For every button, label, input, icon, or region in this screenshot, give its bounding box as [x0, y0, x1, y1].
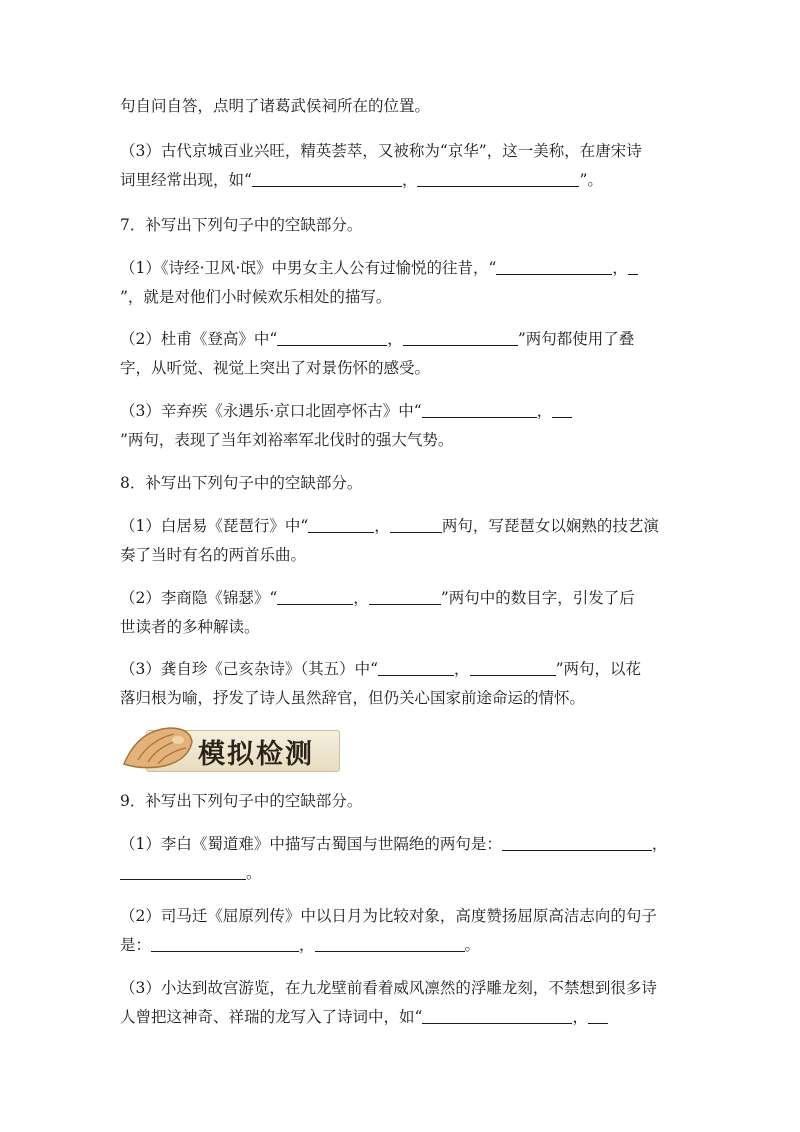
question-9-2-line-1 — [120, 904, 657, 928]
answer-blank[interactable] — [470, 659, 556, 676]
question-8-2-line-2 — [120, 615, 260, 639]
punctuation: ， — [401, 171, 418, 189]
question-9-2-line-2 — [120, 933, 480, 957]
question-9-3-line-2 — [120, 1005, 608, 1029]
answer-blank[interactable] — [628, 258, 638, 275]
paragraph-text: （2）杜甫《登高》中“ — [120, 330, 278, 348]
paragraph-text: 两句，写琵琶女以娴熟的技艺演 — [441, 517, 659, 535]
paragraph-text: ”，就是对他们小时候欢乐相处的描写。 — [120, 288, 392, 306]
paragraph-text: 世读者的多种解读。 — [120, 618, 260, 636]
question-7-heading — [120, 213, 362, 237]
answer-blank[interactable] — [390, 516, 442, 533]
question-9-1-line-1 — [120, 832, 667, 856]
question-6-3-line-1 — [120, 139, 642, 163]
question-9-1-line-2 — [120, 861, 262, 885]
paragraph-text: （3）小达到故宫游览，在九龙壁前看着威风凛然的浮雕龙刻，不禁想到很多诗 — [120, 979, 657, 997]
answer-blank[interactable] — [403, 329, 518, 346]
answer-blank[interactable] — [417, 170, 579, 187]
paragraph-text: ”两句，以花 — [555, 660, 641, 678]
punctuation: ， — [572, 1008, 588, 1026]
punctuation: ， — [454, 660, 470, 678]
question-7-3-line-1 — [120, 399, 572, 423]
question-8-1-line-2 — [120, 543, 306, 567]
answer-blank[interactable] — [502, 834, 652, 851]
answer-blank[interactable] — [422, 1007, 572, 1024]
answer-blank[interactable] — [315, 935, 465, 952]
answer-blank[interactable] — [151, 935, 299, 952]
paragraph-text: 词里经常出现，如“ — [120, 171, 252, 189]
punctuation: ”。 — [579, 171, 603, 189]
answer-blank[interactable] — [378, 659, 454, 676]
paragraph-text: （3）辛弃疾《永遇乐·京口北固亭怀古》中“ — [120, 402, 422, 420]
question-7-3-line-2 — [120, 428, 453, 452]
question-8-1-line-1 — [120, 514, 659, 538]
punctuation: ， — [612, 259, 628, 277]
paragraph-text: ”两句，表现了当年刘裕率军北伐时的强大气势。 — [120, 431, 454, 449]
paragraph-text: 奏了当时有名的两首乐曲。 — [120, 546, 307, 564]
punctuation: 。 — [246, 864, 262, 882]
answer-blank[interactable] — [496, 258, 612, 275]
paragraph-text: 人曾把这神奇、祥瑞的龙写入了诗词中，如“ — [120, 1008, 423, 1026]
answer-blank[interactable] — [252, 170, 402, 187]
question-7-2-line-2 — [120, 356, 430, 380]
question-8-2-line-1 — [120, 586, 635, 610]
question-title: 8．补写出下列句子中的空缺部分。 — [120, 474, 363, 492]
answer-blank[interactable] — [588, 1007, 608, 1024]
paragraph-text: （1）李白《蜀道难》中描写古蜀国与世隔绝的两句是： — [120, 835, 502, 853]
question-8-3-line-1 — [120, 657, 641, 681]
question-8-heading — [120, 471, 362, 495]
punctuation: ， — [387, 330, 403, 348]
answer-blank[interactable] — [422, 401, 537, 418]
question-9-heading — [120, 789, 362, 813]
question-7-2-line-1 — [120, 327, 634, 351]
punctuation: ， — [374, 517, 390, 535]
section-title: 模拟检测 — [198, 739, 314, 770]
paragraph-text: ”两句中的数目字，引发了后 — [440, 589, 635, 607]
question-9-3-line-1 — [120, 976, 657, 1000]
paragraph-text: （2）李商隐《锦瑟》“ — [120, 589, 278, 607]
paragraph-text: （3）古代京城百业兴旺，精英荟萃，又被称为“京华”，这一美称，在唐宋诗 — [120, 142, 642, 160]
question-title: 7．补写出下列句子中的空缺部分。 — [120, 216, 363, 234]
answer-blank[interactable] — [120, 863, 246, 880]
paragraph-text: 落归根为喻，抒发了诗人虽然辞官，但仍关心国家前途命运的情怀。 — [120, 689, 586, 707]
answer-blank[interactable] — [277, 329, 387, 346]
paragraph-text: （1）《诗经·卫风·氓》中男女主人公有过愉悦的往昔，“ — [120, 259, 497, 277]
question-8-3-line-2 — [120, 686, 585, 710]
paragraph-text: （3）龚自珍《己亥杂诗》（其五）中“ — [120, 660, 379, 678]
paragraph-text: ”两句都使用了叠 — [517, 330, 635, 348]
answer-blank[interactable] — [552, 401, 572, 418]
text-line — [120, 94, 430, 118]
paragraph-text: 是： — [120, 936, 152, 954]
paragraph-text: 句自问自答，点明了诸葛武侯祠所在的位置。 — [120, 97, 431, 115]
section-banner — [118, 720, 338, 776]
paragraph-text: 字，从听觉、视觉上突出了对景伤怀的感受。 — [120, 359, 431, 377]
answer-blank[interactable] — [277, 588, 353, 605]
paragraph-text: （2）司马迁《屈原列传》中以日月为比较对象，高度赞扬屈原高洁志向的句子 — [120, 907, 657, 925]
question-title: 9．补写出下列句子中的空缺部分。 — [120, 792, 363, 810]
question-7-1-line-2 — [120, 285, 391, 309]
question-7-1-line-1 — [120, 256, 638, 280]
answer-blank[interactable] — [308, 516, 374, 533]
punctuation: ， — [651, 835, 668, 853]
paragraph-text: （1）白居易《琵琶行》中“ — [120, 517, 309, 535]
punctuation: ， — [299, 936, 315, 954]
punctuation: ， — [536, 402, 553, 420]
punctuation: 。 — [464, 936, 481, 954]
punctuation: ， — [353, 589, 369, 607]
answer-blank[interactable] — [369, 588, 441, 605]
conch-shell-icon — [118, 720, 198, 776]
question-6-3-line-2 — [120, 168, 603, 192]
